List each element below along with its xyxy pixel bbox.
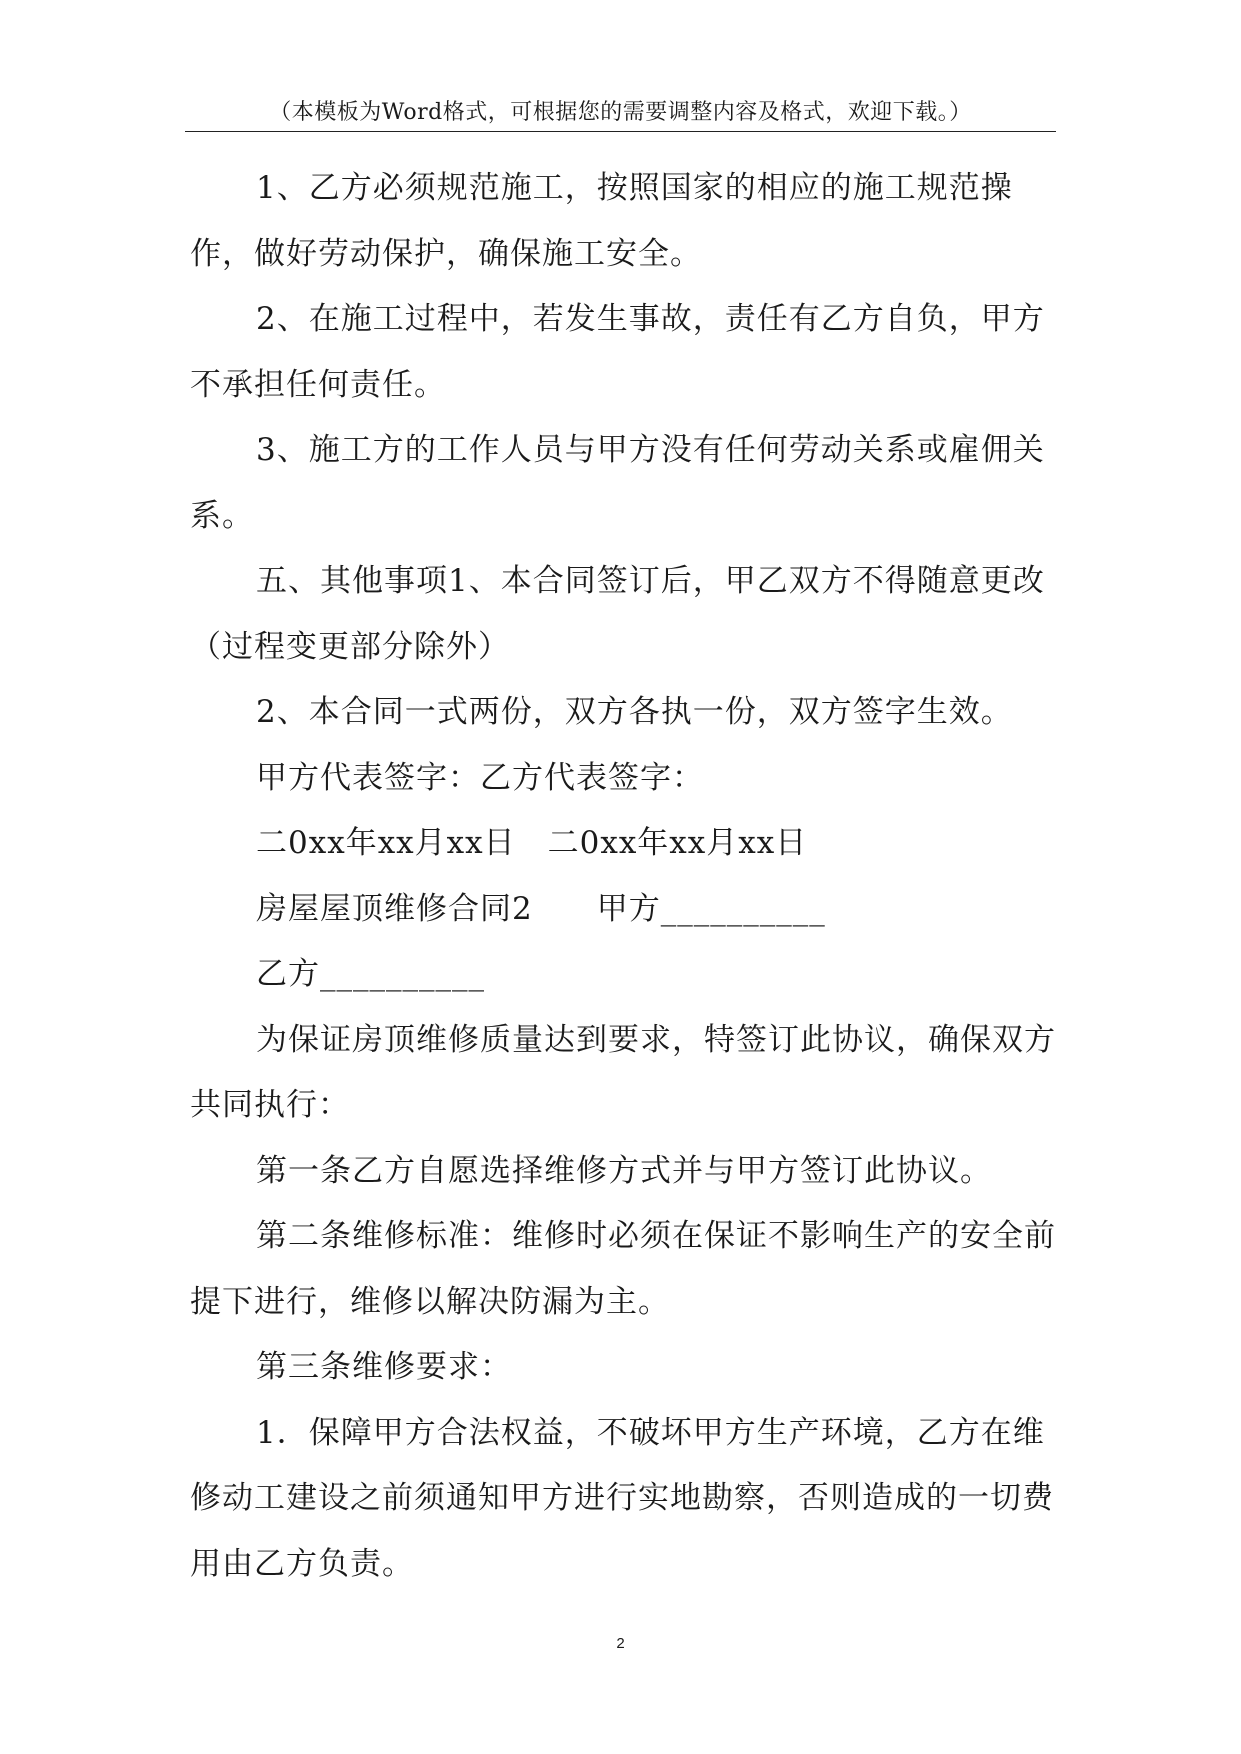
paragraph-signatures: 甲方代表签字：乙方代表签字：	[256, 759, 704, 796]
header-divider	[185, 131, 1056, 132]
paragraph-purpose: 为保证房顶维修质量达到要求，特签订此协议，确保双方共同执行：	[190, 1021, 1056, 1123]
paragraph-labor-relation: 3、施工方的工作人员与甲方没有任何劳动关系或雇佣关系。	[190, 432, 1045, 534]
paragraph-article-3: 第三条维修要求：	[256, 1349, 512, 1385]
paragraph-accident-liability: 2、在施工过程中，若发生事故，责任有乙方自负，甲方不承担任何责任。	[190, 301, 1045, 403]
paragraph-copies: 2、本合同一式两份，双方各执一份，双方签字生效。	[256, 694, 1013, 730]
document-body	[190, 156, 1056, 1597]
paragraph-dates: 二0xx年xx月xx日 二0xx年xx月xx日	[256, 825, 808, 861]
paragraph-article-1: 第一条乙方自愿选择维修方式并与甲方签订此协议。	[256, 1152, 992, 1189]
paragraph-article-2: 第二条维修标准：维修时必须在保证不影响生产的安全前提下进行，维修以解决防漏为主。	[190, 1218, 1056, 1320]
page-number: 2	[616, 1635, 625, 1652]
template-note-header: （本模板为Word格式，可根据您的需要调整内容及格式，欢迎下载。）	[269, 100, 972, 125]
paragraph-other-matters: 五、其他事项1、本合同签订后，甲乙双方不得随意更改（过程变更部分除外）	[190, 563, 1045, 665]
paragraph-article-3-item-1: 1．保障甲方合法权益，不破坏甲方生产环境，乙方在维修动工建设之前须通知甲方进行实地勘察，否则造成的一切费用由乙方负责。	[190, 1414, 1054, 1582]
paragraph-party-b: 乙方__________	[256, 956, 485, 992]
paragraph-contract-2-party-a: 房屋屋顶维修合同2 甲方__________	[256, 890, 826, 927]
paragraph-safety-construction: 1、乙方必须规范施工，按照国家的相应的施工规范操作，做好劳动保护，确保施工安全。	[190, 170, 1013, 272]
